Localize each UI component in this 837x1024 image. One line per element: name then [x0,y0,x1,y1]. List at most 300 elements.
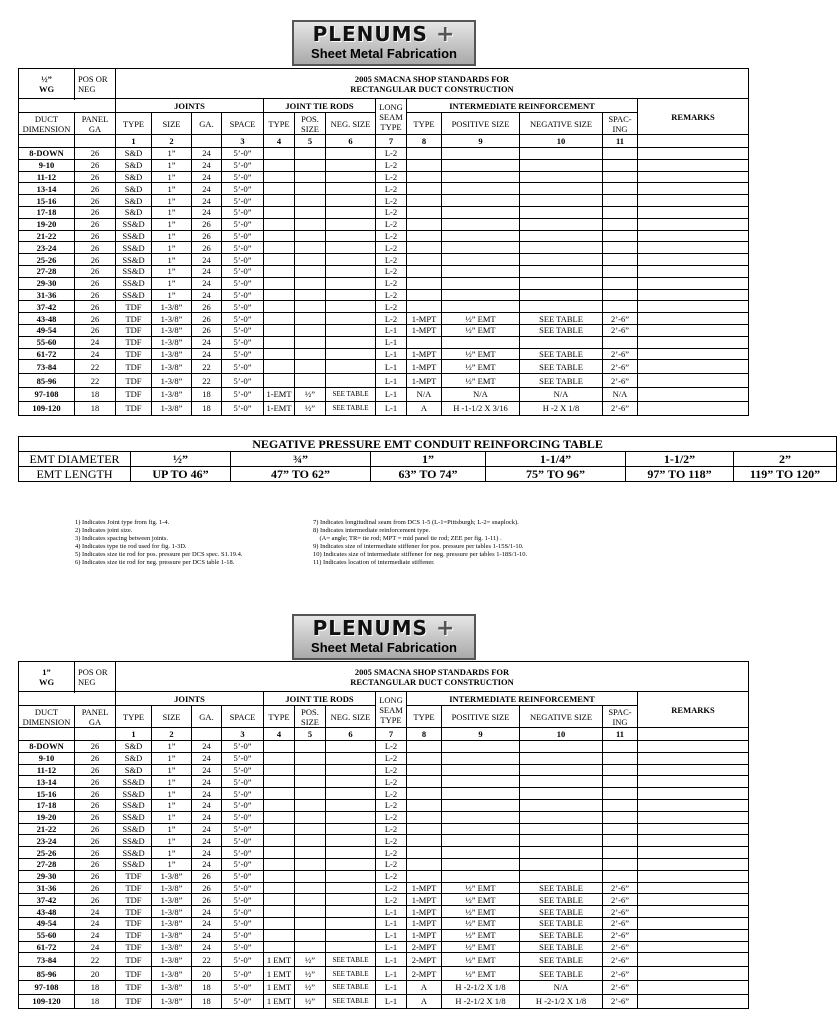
table-cell [326,348,376,360]
table-cell: TDF [116,374,152,388]
table-cell: SEE TABLE [326,401,376,415]
table-cell [326,858,376,870]
table-cell: 24 [192,195,222,207]
table-cell [264,313,295,325]
joint-type-header: TYPE [116,113,152,135]
table-cell [264,917,295,929]
table-cell: SEE TABLE [326,387,376,401]
table-cell: H -1-1/2 X 3/16 [442,401,520,415]
table-cell [407,206,442,218]
table-cell: 5’-0” [222,218,264,230]
table-cell: TDF [116,301,152,313]
table-cell [264,183,295,195]
table-row [19,894,749,906]
table-cell [407,195,442,207]
table-cell [442,847,520,859]
table-cell [638,858,749,870]
table-cell: H -2-1/2 X 1/8 [442,994,520,1008]
duct-dimension-header: DUCT DIMENSION [19,113,75,135]
blank-cell [19,692,116,706]
table-cell: 26 [192,230,222,242]
table-cell: N/A [442,387,520,401]
table-title: 2005 SMACNA SHOP STANDARDS FOR RECTANGULAR DUCT CONSTRUCTION [116,662,749,692]
table-cell: SEE TABLE [520,348,603,360]
table-cell: TDF [116,348,152,360]
table-row [19,230,749,242]
table-cell: 1-MPT [407,360,442,374]
table-cell [295,858,326,870]
table-cell [407,847,442,859]
table-cell: 26 [75,230,116,242]
table-cell [264,764,295,776]
table-cell [264,206,295,218]
table-cell: 5’-0” [222,301,264,313]
table-cell: 26 [75,741,116,753]
table-cell [603,835,638,847]
table-cell: L-2 [376,752,407,764]
table-cell: 5’-0” [222,941,264,953]
table-cell: 26 [75,218,116,230]
table-cell [326,360,376,374]
table-cell [264,741,295,753]
table-cell: L-1 [376,917,407,929]
table-cell [326,764,376,776]
table-cell: 1-EMT [264,401,295,415]
table-cell: SS&D [116,776,152,788]
table-cell: 26 [192,870,222,882]
table-cell: TDF [116,917,152,929]
table-cell [520,230,603,242]
table-cell: 26 [75,206,116,218]
table-cell: H -2-1/2 X 1/8 [442,980,520,994]
table-cell: TDF [116,870,152,882]
table-cell: 2’-6” [603,941,638,953]
table-cell: 2’-6” [603,906,638,918]
table-cell [264,324,295,336]
table-row [19,301,749,313]
table-cell: 26 [75,324,116,336]
table-cell [407,218,442,230]
table-cell: L-2 [376,171,407,183]
table-cell [264,374,295,388]
table-cell: 24 [75,336,116,348]
duct-dimension-cell: 61-72 [19,348,75,360]
table-cell: 20 [75,967,116,981]
emt-diameter: ½” [131,452,231,467]
table-cell [264,195,295,207]
table-cell: SEE TABLE [520,967,603,981]
table-cell: 5’-0” [222,994,264,1008]
duct-dimension-cell: 11-12 [19,171,75,183]
table-cell: 24 [192,764,222,776]
table-row [19,183,749,195]
table-cell: 1 EMT [264,953,295,967]
duct-dimension-cell: 9-10 [19,159,75,171]
table-cell: L-1 [376,401,407,415]
table-cell: 2’-6” [603,894,638,906]
table-cell [326,799,376,811]
table-row [19,847,749,859]
emt-length: 119” TO 120” [734,467,837,482]
table-cell: 26 [75,277,116,289]
panel-ga-header: PANEL GA [75,113,116,135]
tie-rod-neg-size-header: NEG. SIZE [326,113,376,135]
table-cell [326,206,376,218]
table-cell: 5’-0” [222,171,264,183]
table-cell: 5’-0” [222,336,264,348]
table-cell: SS&D [116,254,152,266]
table-cell [295,254,326,266]
table-cell: 24 [192,929,222,941]
reinforcement-type-header: TYPE [407,706,442,728]
table-cell [407,835,442,847]
emt-diameter: 1-1/4” [486,452,626,467]
table-cell [295,230,326,242]
table-row [19,148,749,160]
table-cell [638,980,749,994]
note: 4) Indicates type tie rod used for fig. 1-3D. [75,543,187,550]
table-cell: 26 [75,882,116,894]
wg-cell: ½” WG [19,69,75,99]
table-cell [520,242,603,254]
table-cell: SEE TABLE [326,994,376,1008]
table-cell [520,195,603,207]
pos-neg-label: POS OR NEG [75,662,116,692]
table-cell [442,811,520,823]
table-cell [295,265,326,277]
table-cell: 24 [75,906,116,918]
table-cell: 5’-0” [222,277,264,289]
table-cell: TDF [116,980,152,994]
table-cell [326,788,376,800]
table-cell: 1-3/8” [152,336,192,348]
table-cell [326,171,376,183]
table-cell [326,776,376,788]
joint-size-header: SIZE [152,706,192,728]
table-cell: A [407,994,442,1008]
table-cell: SS&D [116,218,152,230]
table-title: 2005 SMACNA SHOP STANDARDS FOR RECTANGULAR DUCT CONSTRUCTION [116,69,749,99]
table-row [19,289,749,301]
table-cell: SEE TABLE [520,917,603,929]
emt-conduit-table [18,436,837,482]
table-cell [407,148,442,160]
table-cell [442,159,520,171]
table-row [19,159,749,171]
table-cell: L-2 [376,870,407,882]
table-cell: TDF [116,387,152,401]
table-cell: L-1 [376,941,407,953]
table-cell [295,289,326,301]
table-cell [407,159,442,171]
table-cell: 18 [192,401,222,415]
table-cell: 24 [192,336,222,348]
table-cell: N/A [520,387,603,401]
duct-dimension-cell: 23-24 [19,835,75,847]
table-cell: 1-3/8” [152,374,192,388]
table-cell [326,374,376,388]
table-cell [407,858,442,870]
table-cell [638,277,749,289]
table-cell [638,230,749,242]
table-cell: 5’-0” [222,799,264,811]
table-cell [326,159,376,171]
table-cell: 5’-0” [222,159,264,171]
table-cell: 1-3/8” [152,324,192,336]
emt-length-label: EMT LENGTH [19,467,131,482]
table-cell: ½” EMT [442,348,520,360]
table-cell: 24 [192,183,222,195]
table-cell: 1” [152,788,192,800]
tie-rod-type-header: TYPE [264,706,295,728]
table-cell: 1-MPT [407,917,442,929]
table-cell: 1-3/8” [152,348,192,360]
reinforcement-type-header: TYPE [407,113,442,135]
duct-dimension-cell: 19-20 [19,811,75,823]
table-cell: L-2 [376,277,407,289]
table-cell [295,313,326,325]
table-cell: TDF [116,994,152,1008]
table-cell [295,752,326,764]
table-cell: 5’-0” [222,265,264,277]
table-cell [264,265,295,277]
table-cell [295,823,326,835]
table2-body [19,741,749,1009]
table-cell: 5’-0” [222,348,264,360]
table-cell: 24 [192,254,222,266]
table-cell: 24 [192,348,222,360]
table-cell: L-1 [376,374,407,388]
duct-dimension-cell: 29-30 [19,870,75,882]
table-cell [442,835,520,847]
negative-size-header: NEGATIVE SIZE [520,706,603,728]
table-cell: 24 [192,206,222,218]
table-cell [603,183,638,195]
table-cell: S&D [116,752,152,764]
table-cell [638,917,749,929]
table-cell [264,882,295,894]
table-cell: 1” [152,823,192,835]
table-cell [520,206,603,218]
table-cell: 1-MPT [407,882,442,894]
table-cell: SEE TABLE [326,953,376,967]
table-cell: SS&D [116,289,152,301]
table-cell [326,929,376,941]
table-cell: L-2 [376,741,407,753]
table-cell [295,374,326,388]
table-cell [638,776,749,788]
table-cell: 26 [75,148,116,160]
table-cell: TDF [116,401,152,415]
table-cell: ½” EMT [442,313,520,325]
table-cell: 18 [192,994,222,1008]
table-cell [326,917,376,929]
table-cell: L-1 [376,906,407,918]
logo-subtitle: Sheet Metal Fabrication [311,640,457,655]
table-cell [326,148,376,160]
table-cell: 5’-0” [222,324,264,336]
table-cell: 5’-0” [222,858,264,870]
table-cell [638,171,749,183]
table-cell: 26 [75,159,116,171]
table-cell: 5’-0” [222,870,264,882]
table-cell: L-2 [376,265,407,277]
table-cell [520,265,603,277]
table-cell: 2-MPT [407,953,442,967]
table-cell [442,195,520,207]
table-cell [442,148,520,160]
duct-dimension-cell: 13-14 [19,776,75,788]
table-cell [638,301,749,313]
table-cell: 2’-6” [603,324,638,336]
table-cell [520,254,603,266]
table-cell [264,929,295,941]
table-cell [407,776,442,788]
table-cell: ½” [295,967,326,981]
note: 3) Indicates spacing between joints. [75,535,168,542]
table-cell: 2’-6” [603,953,638,967]
table-cell: 26 [192,301,222,313]
table-cell [407,752,442,764]
table-cell: 1-3/8” [152,980,192,994]
table-cell [407,265,442,277]
table-cell: ½” EMT [442,967,520,981]
table-cell: 1-MPT [407,348,442,360]
table-cell [407,254,442,266]
table-cell: 5’-0” [222,374,264,388]
table-cell: 26 [192,218,222,230]
table-cell [264,941,295,953]
table-cell: 1-3/8” [152,313,192,325]
table-cell: N/A [520,980,603,994]
table-cell: L-2 [376,776,407,788]
table-cell: 24 [192,289,222,301]
table-cell: 24 [192,265,222,277]
table-cell: 24 [192,159,222,171]
logo-name: PLENUMS [312,616,428,640]
column-number-row: 1 2 3 4 5 6 7 8 9 10 11 [19,728,749,741]
table-cell [520,811,603,823]
table-cell: 5’-0” [222,183,264,195]
table-cell [442,764,520,776]
table-cell [638,360,749,374]
table-cell: 1” [152,752,192,764]
table-cell [638,324,749,336]
table-cell [442,265,520,277]
duct-dimension-cell: 21-22 [19,823,75,835]
table-cell [638,811,749,823]
table-cell [264,254,295,266]
table-cell [326,823,376,835]
table-cell: 1 EMT [264,967,295,981]
duct-dimension-cell: 43-48 [19,313,75,325]
table-cell: L-1 [376,387,407,401]
table-cell: 5’-0” [222,752,264,764]
table-cell: 24 [192,776,222,788]
table-cell [326,894,376,906]
table-cell [603,847,638,859]
spacing-header: SPAC- ING [603,113,638,135]
table-cell [520,148,603,160]
table-cell: 24 [192,741,222,753]
table-cell: ½” EMT [442,917,520,929]
table-cell: 1-3/8” [152,941,192,953]
table-cell [638,159,749,171]
table-cell: SS&D [116,230,152,242]
table-cell: H -2 X 1/8 [520,401,603,415]
table-cell: 26 [75,289,116,301]
table-cell [638,336,749,348]
table-cell [326,882,376,894]
table-cell [295,301,326,313]
table-cell: 2’-6” [603,313,638,325]
table-cell [520,159,603,171]
emt-length: 75” TO 96” [486,467,626,482]
table-cell: 26 [192,242,222,254]
logo-name: PLENUMS [312,22,428,46]
table-cell [638,242,749,254]
table-cell [603,301,638,313]
table-cell: SS&D [116,858,152,870]
table-cell [295,917,326,929]
table-cell: S&D [116,183,152,195]
table-cell: 26 [75,858,116,870]
table-cell [638,929,749,941]
table-cell: L-2 [376,159,407,171]
table-cell: SEE TABLE [326,967,376,981]
table-cell [326,741,376,753]
table-cell: SS&D [116,265,152,277]
table-cell [638,752,749,764]
table-cell [603,230,638,242]
note: 6) Indicates size tie rod for neg. pressure per DCS table 1-18. [75,559,235,566]
table-cell: 20 [192,967,222,981]
table-cell [264,847,295,859]
table-cell: 1-3/8” [152,953,192,967]
table-cell [603,218,638,230]
table-cell: ½” EMT [442,953,520,967]
joint-ga-header: GA. [192,113,222,135]
table-cell: TDF [116,967,152,981]
table-cell [638,906,749,918]
table-cell [603,776,638,788]
table-cell: 5’-0” [222,811,264,823]
table-cell: 1” [152,148,192,160]
table-cell [520,218,603,230]
table-cell [295,811,326,823]
tie-rod-pos-size-header: POS. SIZE [295,706,326,728]
table-cell: SS&D [116,799,152,811]
table-cell: 1” [152,741,192,753]
tie-rod-type-header: TYPE [264,113,295,135]
duct-dimension-cell: 73-84 [19,953,75,967]
table-cell [264,811,295,823]
table-cell: SEE TABLE [520,313,603,325]
table-cell [603,206,638,218]
table-cell [264,230,295,242]
table-cell: 5’-0” [222,401,264,415]
table-cell [520,301,603,313]
table-cell: TDF [116,882,152,894]
duct-dimension-cell: 9-10 [19,752,75,764]
table-cell: N/A [407,387,442,401]
duct-dimension-cell: 11-12 [19,764,75,776]
table-cell [638,882,749,894]
table-cell: 22 [75,953,116,967]
table-cell [442,752,520,764]
table-row [19,811,749,823]
table-row [19,858,749,870]
